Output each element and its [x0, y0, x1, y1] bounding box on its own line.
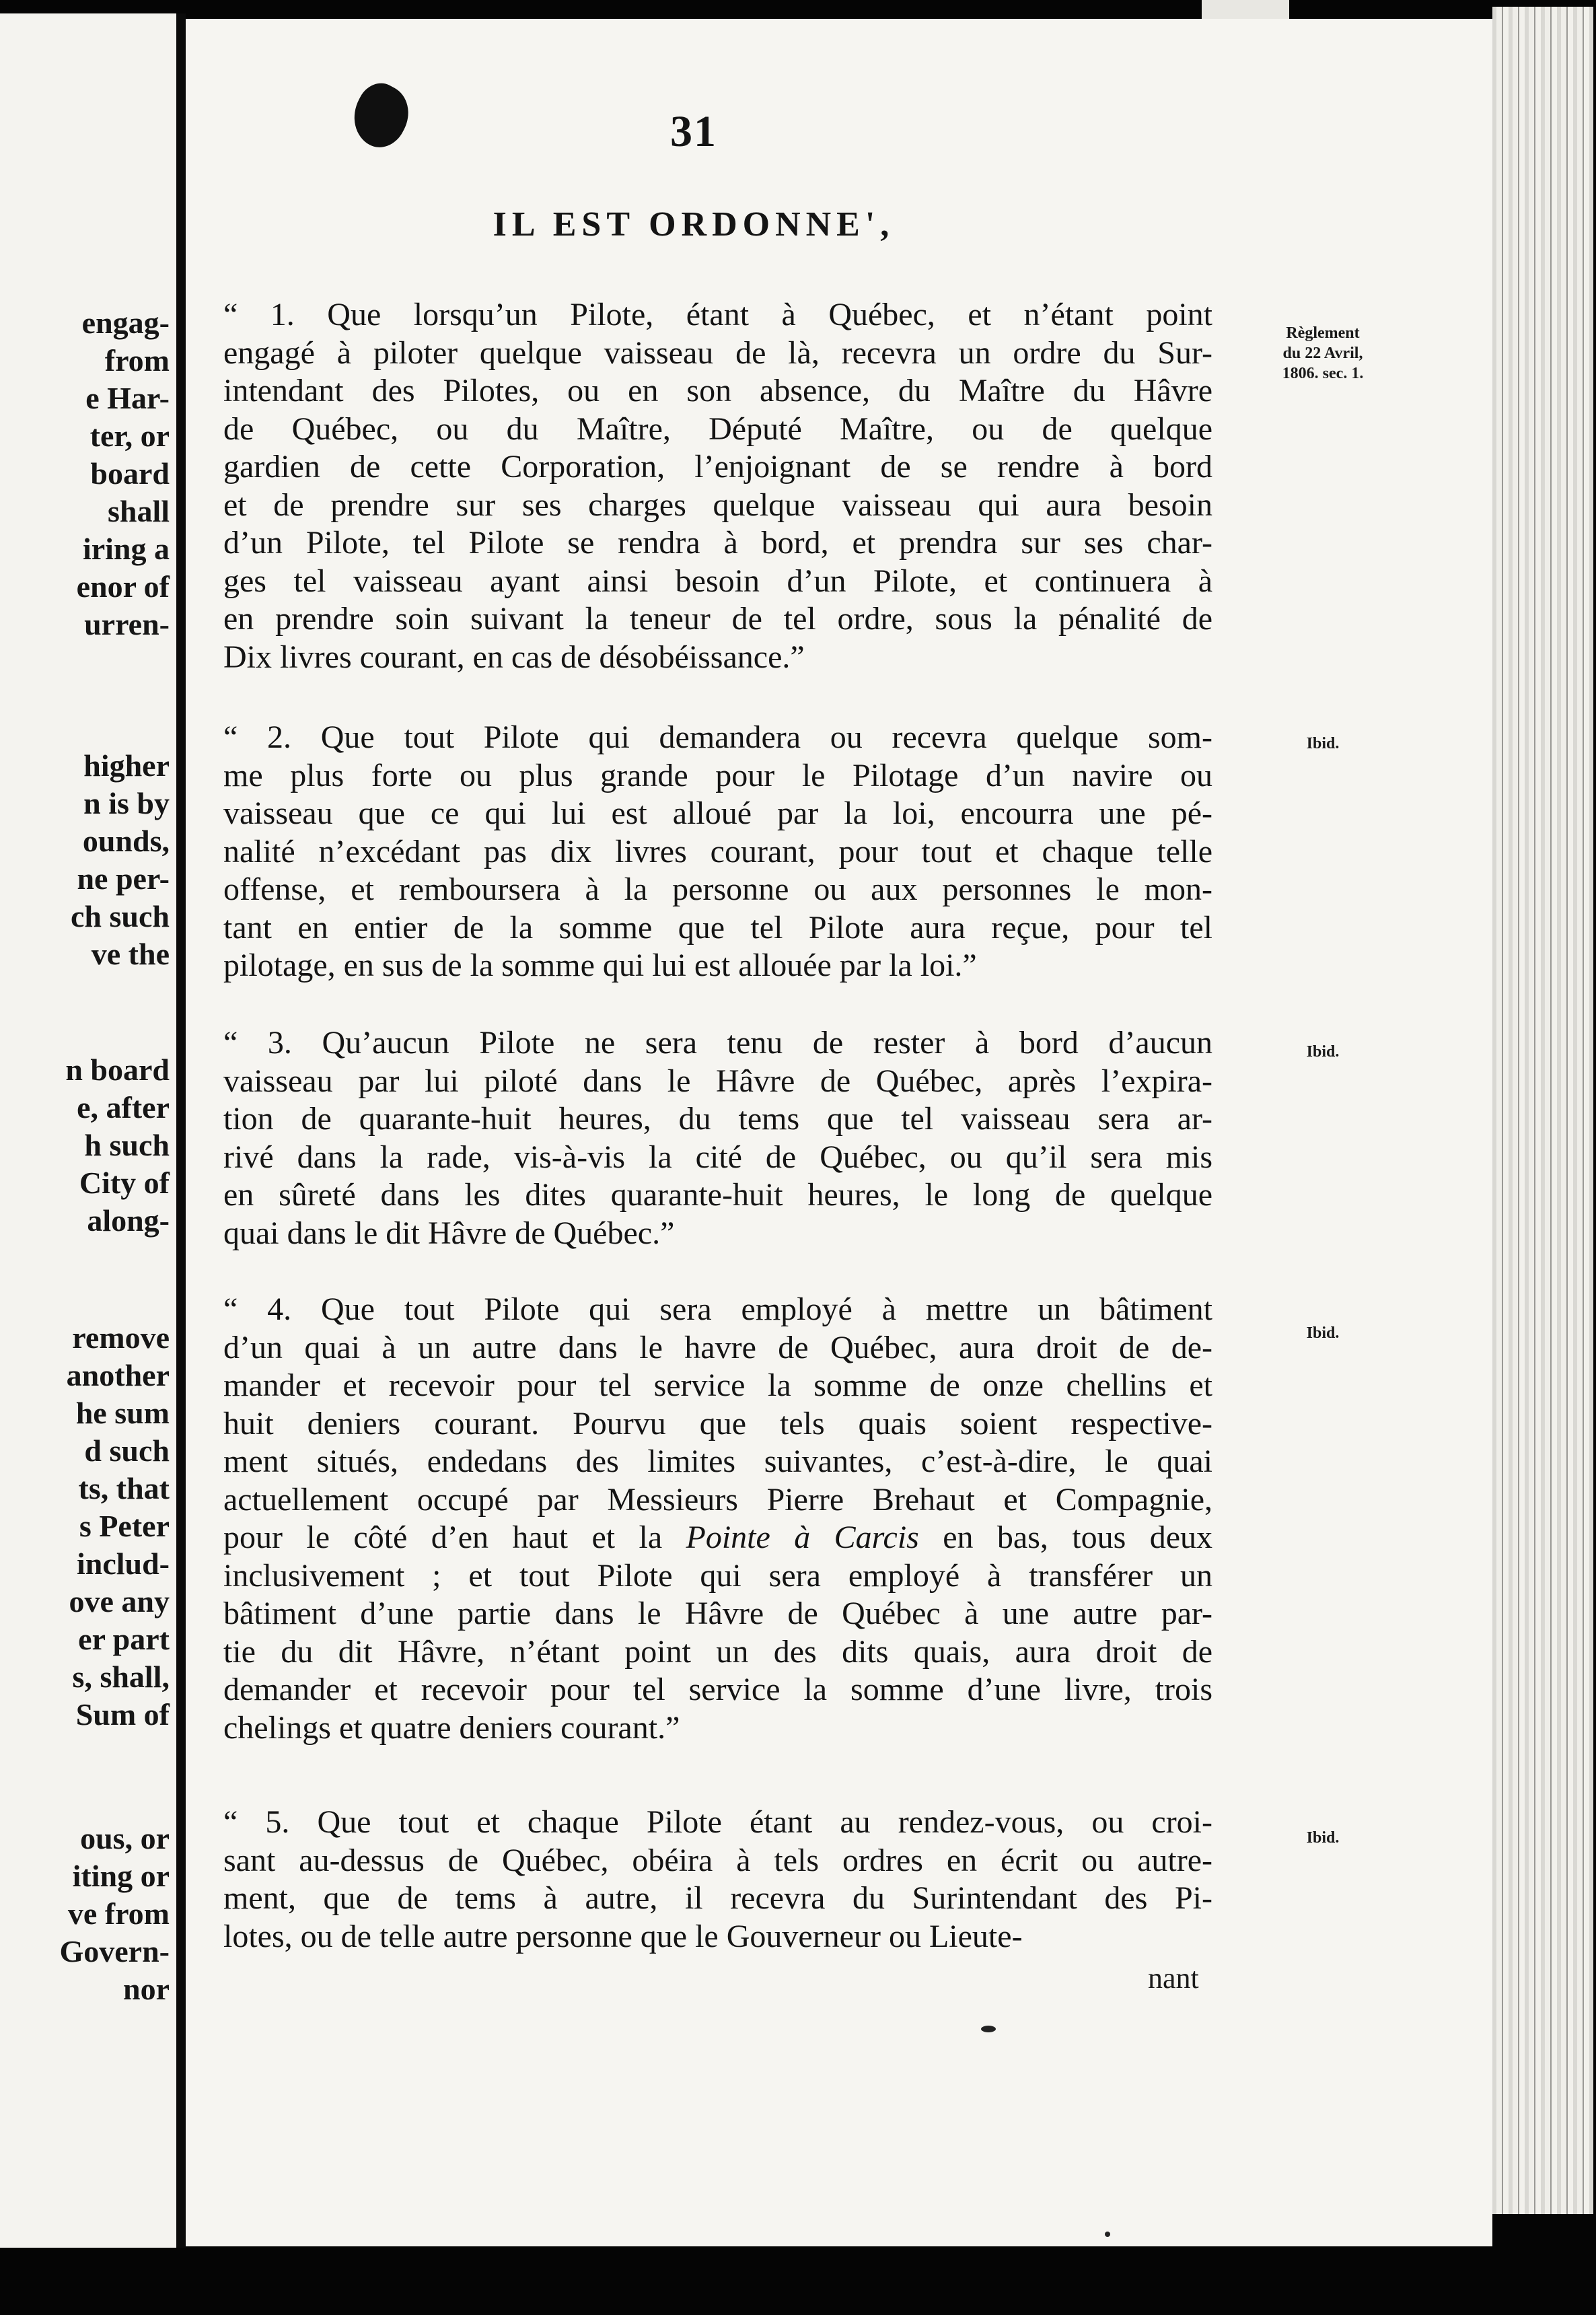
left-page-line: enor of — [76, 569, 170, 604]
left-page-fragment-2 — [0, 747, 170, 973]
article-line: “ 5. Que tout et chaque Pilote étant au rendez-vous, ou croi- — [223, 1804, 1212, 1840]
margin-note-line: Ibid. — [1306, 1829, 1340, 1847]
book-gutter — [176, 13, 186, 2248]
margin-note-line: Règlement — [1286, 324, 1360, 342]
left-page-line: board — [90, 456, 170, 491]
margin-note-1 — [1235, 323, 1410, 384]
margin-note-2 — [1235, 734, 1410, 754]
ink-speck — [1105, 2232, 1110, 2237]
left-page-line: ch such — [71, 899, 170, 933]
article-line: nalité n’excédant pas dix livres courant, pour tout et chaque telle — [223, 833, 1212, 869]
margin-note-4 — [1235, 1323, 1410, 1343]
article-line: Dix livres courant, en cas de désobéissance.” — [223, 639, 805, 675]
italic-place-name: Pointe à Carcis — [686, 1520, 919, 1555]
article-line: tion de quarante-huit heures, du tems que tel vaisseau sera ar- — [223, 1101, 1212, 1137]
article-line: vaisseau par lui piloté dans le Hâvre de Québec, après l’expira- — [223, 1063, 1212, 1099]
left-page-line: s Peter — [79, 1509, 170, 1543]
article-line: “ 1. Que lorsqu’un Pilote, étant à Québec, et n’étant point — [223, 297, 1212, 332]
left-page-line: he sum — [75, 1396, 170, 1430]
article-line: lotes, ou de telle autre personne que le Gouverneur ou Lieute- — [223, 1918, 1023, 1954]
left-page-line: ove any — [69, 1584, 170, 1618]
margin-note-line: Ibid. — [1306, 1324, 1340, 1342]
article-1 — [223, 296, 1212, 676]
left-page-line: e, after — [77, 1090, 170, 1125]
article-line: “ 2. Que tout Pilote qui demandera ou recevra quelque som- — [223, 719, 1212, 755]
margin-note-line: 1806. sec. 1. — [1282, 365, 1364, 382]
article-line: bâtiment d’une partie dans le Hâvre de Québec à une autre par- — [223, 1596, 1212, 1631]
article-line: actuellement occupé par Messieurs Pierre Brehaut et Compagnie, — [223, 1481, 1212, 1518]
article-line: offense, et remboursera à la personne ou aux personnes le mon- — [223, 871, 1212, 907]
left-page-fragment-5 — [0, 1820, 170, 2008]
left-page-line: ter, or — [89, 419, 170, 453]
left-page-fragment-3 — [0, 1051, 170, 1240]
article-line: ment, que de tems à autre, il recevra du Surintendant des Pi- — [223, 1880, 1212, 1916]
left-page-line: engag- — [81, 306, 170, 340]
left-page-line: along- — [87, 1203, 170, 1238]
left-page-line: another — [66, 1358, 170, 1392]
article-line: huit deniers courant. Pourvu que tels quais soient respective- — [223, 1405, 1212, 1441]
ink-speck — [981, 2026, 996, 2032]
left-page-fragment-4 — [0, 1319, 170, 1734]
left-page-line: ne per- — [77, 861, 170, 896]
article-line: sant au-dessus de Québec, obéira à tels ordres en écrit ou autre- — [223, 1842, 1212, 1878]
margin-note-5 — [1235, 1828, 1410, 1848]
left-page-line: urren- — [84, 607, 170, 641]
left-page-line: nor — [123, 1972, 170, 2006]
article-3 — [223, 1024, 1212, 1252]
margin-note-line: Ibid. — [1306, 735, 1340, 752]
left-page-line: ve the — [91, 937, 170, 971]
article-line: inclusivement ; et tout Pilote qui sera employé à transférer un — [223, 1557, 1212, 1594]
article-line: intendant des Pilotes, ou en son absence, du Maître du Hâvre — [223, 373, 1212, 408]
left-page-line: s, shall, — [72, 1660, 170, 1694]
article-4 — [223, 1291, 1212, 1747]
page-heading: IL EST ORDONNE', — [493, 205, 895, 244]
article-line: et de prendre sur ses charges quelque vaisseau qui aura besoin — [223, 487, 1212, 523]
article-line: ment situés, endedans des limites suivantes, c’est-à-dire, le quai — [223, 1444, 1212, 1479]
left-page-line: ounds, — [82, 824, 170, 858]
page-edges — [1492, 7, 1593, 2214]
article-line: mander et recevoir pour tel service la somme de onze chellins et — [223, 1367, 1212, 1403]
left-page-line: e Har- — [85, 381, 170, 415]
article-5 — [223, 1804, 1212, 1956]
article-line: vaisseau que ce qui lui est alloué par la loi, encourra une pé- — [223, 795, 1212, 831]
article-line: pour le côté d’en haut et la Pointe à Carcis en bas, tous deux — [223, 1520, 1212, 1555]
left-page-line: Govern- — [59, 1934, 170, 1968]
left-page-line: ve from — [67, 1896, 170, 1931]
catchword: nant — [1148, 1962, 1199, 1995]
article-line: pilotage, en sus de la somme qui lui est allouée par la loi.” — [223, 948, 977, 983]
left-page-line: ts, that — [78, 1471, 170, 1505]
article-line: engagé à piloter quelque vaisseau de là, recevra un ordre du Sur- — [223, 334, 1212, 371]
article-2 — [223, 719, 1212, 985]
left-page-line: d such — [84, 1433, 170, 1468]
left-page-line: includ- — [76, 1546, 170, 1581]
article-line: tant en entier de la somme que tel Pilote aura reçue, pour tel — [223, 909, 1212, 946]
article-line: de Québec, ou du Maître, Député Maître, ou de quelque — [223, 411, 1212, 447]
margin-note-3 — [1235, 1042, 1410, 1062]
left-page-line: shall — [107, 494, 170, 528]
left-page-line: iting or — [72, 1859, 170, 1893]
paper-tab — [1202, 0, 1289, 20]
left-page-line: n board — [65, 1053, 170, 1087]
article-line: “ 4. Que tout Pilote qui sera employé à mettre un bâtiment — [223, 1291, 1212, 1327]
article-line: chelings et quatre deniers courant.” — [223, 1709, 680, 1746]
article-line: “ 3. Qu’aucun Pilote ne sera tenu de rester à bord d’aucun — [223, 1025, 1212, 1061]
left-page-fragment-1 — [0, 304, 170, 643]
left-page-line: ous, or — [80, 1821, 170, 1855]
left-page-line: Sum of — [75, 1697, 170, 1732]
left-page-line: higher — [83, 748, 170, 783]
margin-note-line: Ibid. — [1306, 1043, 1340, 1061]
left-page-line: h such — [84, 1128, 170, 1162]
article-line: demander et recevoir pour tel service la somme d’une livre, trois — [223, 1672, 1212, 1707]
article-line: ges tel vaisseau ayant ainsi besoin d’un Pilote, et continuera à — [223, 563, 1212, 599]
left-page-line: remove — [72, 1320, 170, 1355]
article-line: gardien de cette Corporation, l’enjoignant de se rendre à bord — [223, 449, 1212, 485]
left-page-line: City of — [79, 1166, 170, 1200]
main-page — [186, 19, 1492, 2246]
article-line: d’un Pilote, tel Pilote se rendra à bord, et prendra sur ses char- — [223, 525, 1212, 561]
left-page-line: from — [104, 343, 170, 378]
left-page-line: iring a — [82, 532, 170, 566]
article-line: d’un quai à un autre dans le havre de Québec, aura droit de de- — [223, 1329, 1212, 1365]
article-line: rivé dans la rade, vis-à-vis la cité de Québec, ou qu’il sera mis — [223, 1139, 1212, 1175]
left-facing-page — [0, 13, 186, 2248]
article-line: tie du dit Hâvre, n’étant point un des dits quais, aura droit de — [223, 1633, 1212, 1670]
margin-note-line: du 22 Avril, — [1282, 345, 1363, 362]
left-page-line: n is by — [83, 786, 170, 820]
article-line: quai dans le dit Hâvre de Québec.” — [223, 1215, 675, 1251]
page-number: 31 — [670, 107, 717, 156]
article-line: me plus forte ou plus grande pour le Pilotage d’un navire ou — [223, 757, 1212, 793]
article-line: en sûreté dans les dites quarante-huit heures, le long de quelque — [223, 1177, 1212, 1213]
left-page-line: er part — [78, 1622, 170, 1656]
article-line: en prendre soin suivant la teneur de tel ordre, sous la pénalité de — [223, 601, 1212, 637]
